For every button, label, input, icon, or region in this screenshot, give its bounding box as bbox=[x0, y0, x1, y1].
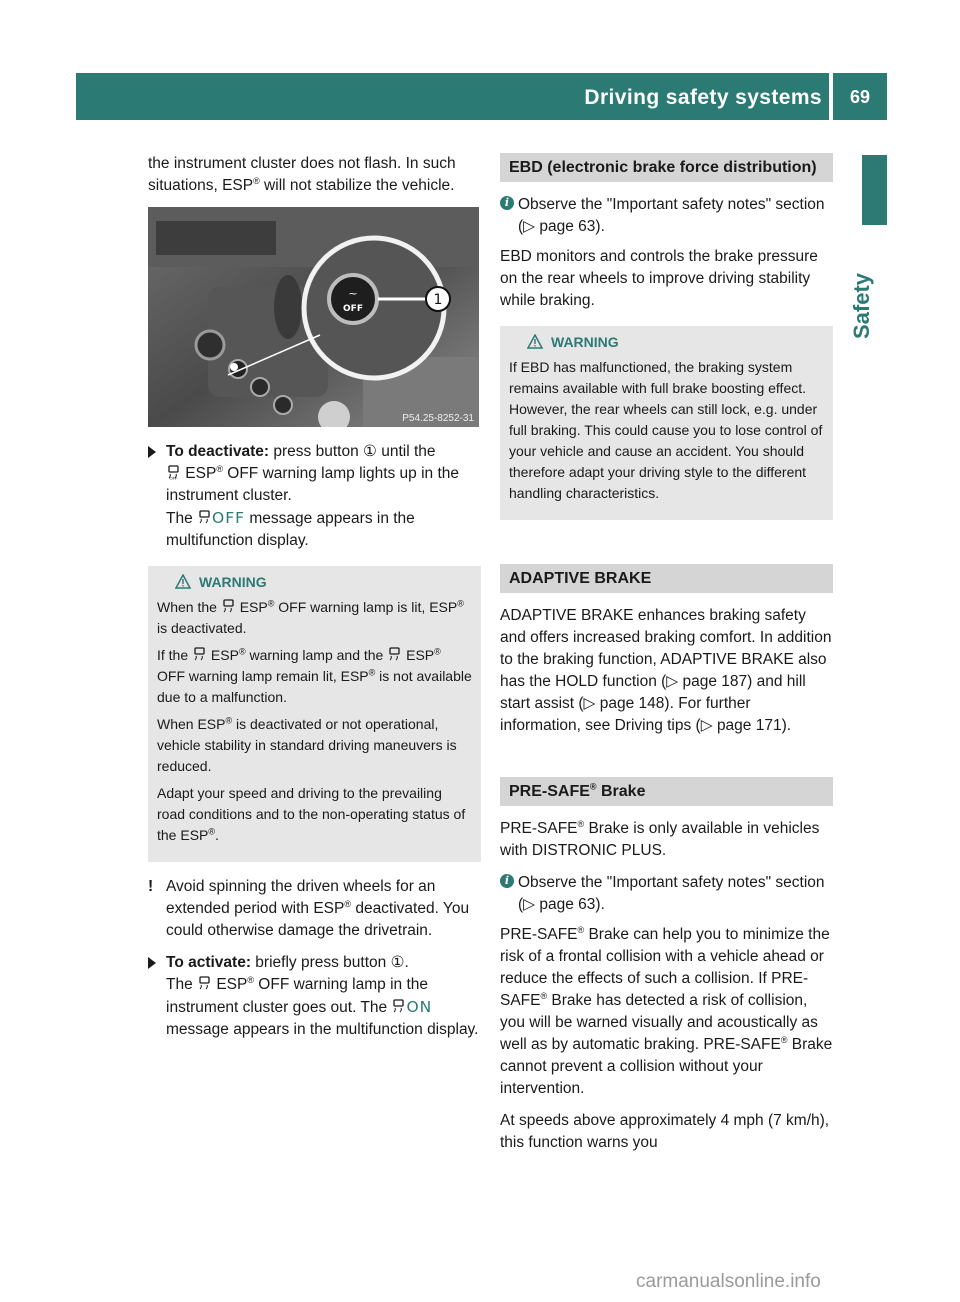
pre-safe-brake-heading: PRE-SAFE® Brake bbox=[500, 777, 833, 806]
info-icon: i bbox=[500, 196, 514, 210]
photo-button-label: OFF bbox=[343, 304, 363, 314]
pre-safe-info-note: i Observe the "Important safety notes" section (▷ page 63). bbox=[500, 872, 833, 916]
esp-off-lamp-icon bbox=[221, 599, 236, 614]
photo-code: P54.25-8252-31 bbox=[402, 413, 474, 424]
ebd-warning-box bbox=[500, 326, 833, 520]
deactivate-step: To deactivate: press button ① until the OFF ESP® OFF warning lamp lights up in the instrument cluster. The OFF message appears in the multifunction display. bbox=[148, 441, 481, 552]
svg-text:~: ~ bbox=[348, 287, 358, 300]
warning-title: WARNING bbox=[157, 572, 472, 593]
callout-one-icon: ① bbox=[390, 954, 405, 971]
esp-off-button-photo bbox=[148, 207, 479, 427]
adaptive-brake-body: ADAPTIVE BRAKE enhances braking safety and offers increased braking comfort. In addition to the braking function, ADAPTIVE BRAKE also has the HOLD function (▷ page 187) and hill start assist (▷ page 148). For further information, see Driving tips (▷ page 171). bbox=[500, 607, 832, 734]
svg-text:OFF: OFF bbox=[169, 475, 178, 480]
step-arrow-icon bbox=[148, 957, 156, 969]
esp-warning-box bbox=[148, 566, 481, 862]
info-icon: i bbox=[500, 874, 514, 888]
esp-vehicle-icon bbox=[391, 999, 406, 1014]
esp-off-lamp-icon bbox=[197, 976, 212, 991]
pre-safe-description: PRE-SAFE® Brake can help you to minimize the risk of a frontal collision with a vehicle ahead or reduce the effects of such a collision. If PRE-SAFE® Brake has detected a risk of collision, you will be warned visually and acoustically as well as by automatic braking. PRE-SAFE® Brake cannot prevent a collision without your intervention. bbox=[500, 924, 833, 1097]
warning-paragraph-3: When ESP® is deactivated or not operational, vehicle stability in standard driving maneuvers is reduced. bbox=[157, 715, 457, 774]
intro-paragraph: the instrument cluster does not flash. In such situations, ESP® will not stabilize the vehicle. bbox=[148, 155, 456, 194]
pre-safe-availability: PRE-SAFE® Brake is only available in vehicles with DISTRONIC PLUS. bbox=[500, 818, 820, 859]
watermark: carmanualsonline.info bbox=[636, 1271, 821, 1292]
side-tab-label: Safety bbox=[849, 272, 874, 339]
display-off-text: OFF bbox=[212, 509, 246, 527]
warning-paragraph-2: If the ESP® warning lamp and the ESP® OFF warning lamp remain lit, ESP® is not available due to a malfunction. bbox=[157, 646, 472, 705]
photo-callout-number: 1 bbox=[433, 292, 443, 308]
esp-off-lamp-icon bbox=[166, 465, 181, 480]
pre-safe-speed-note: At speeds above approximately 4 mph (7 km/h), this function warns you bbox=[500, 1112, 830, 1151]
warning-triangle-icon bbox=[175, 574, 191, 589]
ebd-warning-text: If EBD has malfunctioned, the braking system remains available with full brake boosting effect. However, the rear wheels can still lock, e.g. under full braking. This could cause you to lose control of your vehicle and cause an accident. You should therefore adapt your driving style to the different handling characteristics. bbox=[509, 359, 823, 501]
esp-vehicle-icon bbox=[197, 510, 212, 525]
callout-one-icon: ① bbox=[363, 443, 377, 460]
warning-paragraph-1: When the ESP® OFF warning lamp is lit, ESP® is deactivated. bbox=[157, 598, 464, 636]
left-column bbox=[148, 153, 481, 1051]
page-number: 69 bbox=[849, 87, 871, 107]
warning-title: WARNING bbox=[509, 332, 824, 353]
ebd-heading: EBD (electronic brake force distribution) bbox=[500, 153, 833, 182]
adaptive-brake-heading: ADAPTIVE BRAKE bbox=[500, 564, 833, 593]
ebd-body: EBD monitors and controls the brake pressure on the rear wheels to improve driving stability while braking. bbox=[500, 248, 818, 309]
esp-off-lamp-icon bbox=[387, 647, 402, 662]
caution-note: ! Avoid spinning the driven wheels for an extended period with ESP® deactivated. You could otherwise damage the drivetrain. bbox=[148, 878, 470, 939]
exclamation-icon: ! bbox=[148, 878, 154, 895]
activate-step: To activate: briefly press button ①. The ESP® OFF warning lamp in the instrument cluster goes out. The ON message appears in the multifunction display. bbox=[148, 952, 481, 1041]
warning-triangle-icon bbox=[527, 334, 543, 349]
side-tab-marker bbox=[862, 155, 887, 225]
ebd-info-note: i Observe the "Important safety notes" section (▷ page 63). bbox=[500, 194, 833, 238]
right-column bbox=[500, 153, 833, 1164]
step-arrow-icon bbox=[148, 446, 156, 458]
esp-vehicle-icon bbox=[192, 647, 207, 662]
display-on-text: ON bbox=[406, 998, 433, 1016]
header-title: Driving safety systems bbox=[584, 86, 822, 109]
warning-paragraph-4: Adapt your speed and driving to the prevailing road conditions and to the non-operating status of the ESP®. bbox=[157, 785, 466, 843]
